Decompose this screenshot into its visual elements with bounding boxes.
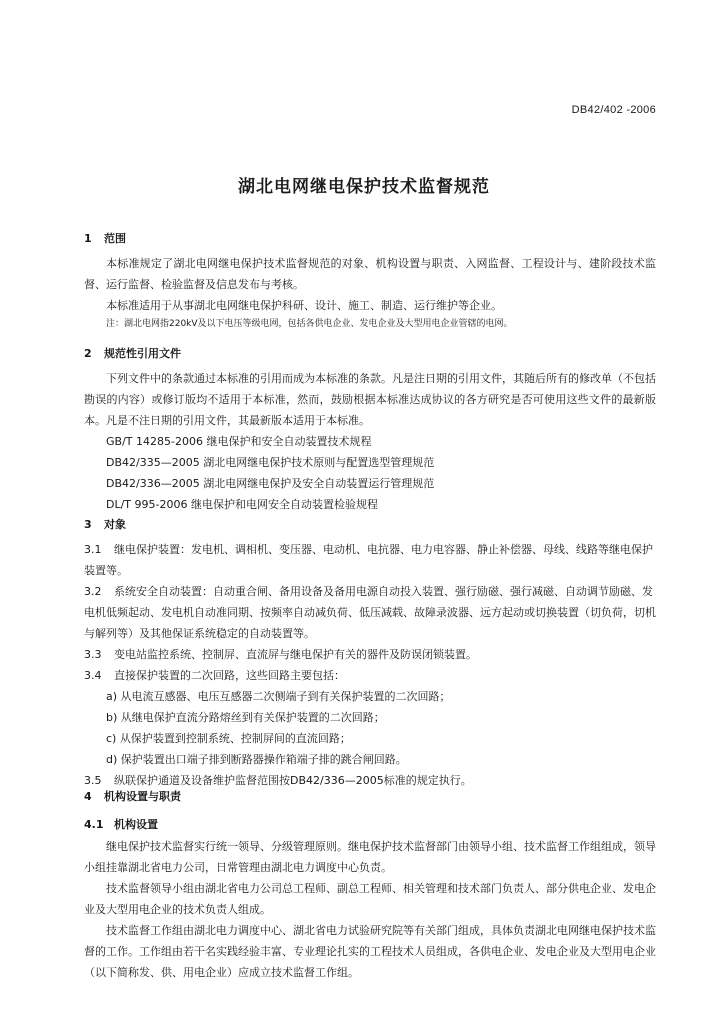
clause bbox=[84, 665, 656, 686]
section-title: 范围 bbox=[104, 232, 126, 245]
clause-text: 变电站监控系统、控制屏、直流屏与继电保护有关的器件及防误闭锁装置。 bbox=[114, 648, 477, 661]
reference-item: DB42/335—2005 湖北电网继电保护技术原则与配置选型管理规范 bbox=[106, 456, 435, 469]
section-4 bbox=[84, 788, 656, 983]
paragraph: 本标准规定了湖北电网继电保护技术监督规范的对象、机构设置与职责、入网监督、工程设计与、建阶段技术监督、运行监督、检验监督及信息发布与考核。 bbox=[84, 257, 656, 291]
doc-number: DB42/402 -2006 bbox=[571, 104, 656, 116]
clause bbox=[84, 539, 656, 581]
section-title: 机构设置与职责 bbox=[104, 790, 181, 803]
section-heading bbox=[84, 345, 656, 361]
section-title: 对象 bbox=[104, 518, 126, 531]
paragraph: 本标准适用于从事湖北电网继电保护科研、设计、施工、制造、运行维护等企业。 bbox=[106, 299, 502, 312]
section-heading bbox=[84, 516, 656, 532]
clause-text: 纵联保护通道及设备维护监督范围按DB42/336—2005标准的规定执行。 bbox=[114, 774, 472, 787]
clause-number: 3.5 bbox=[84, 774, 102, 787]
section-number: 3 bbox=[84, 518, 92, 531]
section-title: 规范性引用文件 bbox=[104, 347, 181, 360]
subsection-heading bbox=[84, 816, 656, 832]
reference-item: GB/T 14285-2006 继电保护和安全自动装置技术规程 bbox=[106, 435, 372, 448]
clause bbox=[84, 581, 656, 644]
clause-number: 3.1 bbox=[84, 543, 102, 556]
section-1 bbox=[84, 230, 656, 332]
section-heading bbox=[84, 230, 656, 246]
list-item: a) 从电流互感器、电压互感器二次侧端子到有关保护装置的二次回路； bbox=[106, 690, 451, 703]
reference-item: DL/T 995-2006 继电保护和电网安全自动装置检验规程 bbox=[106, 498, 378, 511]
clause-number: 3.4 bbox=[84, 669, 102, 682]
list-item: d) 保护装置出口端子排到断路器操作箱端子排的跳合闸回路。 bbox=[106, 753, 407, 766]
paragraph: 技术监督工作组由湖北电力调度中心、湖北省电力试验研究院等有关部门组成，具体负责湖北电网继电保护技术监督的工作。工作组由若干名实践经验丰富、专业理论扎实的工程技术人员组成，各供电企业、发电企业及大型用电企业（以下简称发、供、用电企业）应成立技术监督工作组。 bbox=[84, 924, 656, 979]
subsection-number: 4.1 bbox=[84, 818, 104, 831]
clause bbox=[84, 644, 656, 665]
list-item: b) 从继电保护直流分路熔丝到有关保护装置的二次回路； bbox=[106, 711, 385, 724]
section-3 bbox=[84, 516, 656, 791]
document-title: 湖北电网继电保护技术监督规范 bbox=[238, 177, 490, 197]
clause-text: 直接保护装置的二次回路，这些回路主要包括： bbox=[114, 669, 345, 682]
section-number: 4 bbox=[84, 790, 92, 803]
paragraph: 下列文件中的条款通过本标准的引用而成为本标准的条款。凡是注日期的引用文件，其随后所有的修改单（不包括勘误的内容）或修订版均不适用于本标准，然而，鼓励根据本标准达成协议的各方研究是否可使用这些文件的最新版本。凡是不注日期的引用文件，其最新版本适用于本标准。 bbox=[84, 372, 656, 427]
paragraph: 技术监督领导小组由湖北省电力公司总工程师、副总工程师、相关管理和技术部门负责人、部分供电企业、发电企业及大型用电企业的技术负责人组成。 bbox=[84, 882, 656, 916]
paragraph: 继电保护技术监督实行统一领导、分级管理原则。继电保护技术监督部门由领导小组、技术监督工作组组成，领导小组挂靠湖北省电力公司，日常管理由湖北电力调度中心负责。 bbox=[84, 840, 656, 874]
reference-item: DB42/336—2005 湖北电网继电保护及安全自动装置运行管理规范 bbox=[106, 477, 435, 490]
section-number: 2 bbox=[84, 347, 92, 360]
clause-text: 系统安全自动装置：自动重合闸、备用设备及备用电源自动投入装置、强行励磁、强行减磁、自动调节励磁、发电机低频起动、发电机自动准同期、按频率自动减负荷、低压减载、故障录波器、远方起动或切换装置（切负荷，切机与解列等）及其他保证系统稳定的自动装置等。 bbox=[84, 585, 656, 640]
list-item: c) 从保护装置到控制系统、控制屏间的直流回路； bbox=[106, 732, 351, 745]
note: 注：湖北电网指220kV及以下电压等级电网，包括各供电企业、发电企业及大型用电企业管辖的电网。 bbox=[106, 319, 513, 329]
clause-number: 3.2 bbox=[84, 585, 102, 598]
clause-text: 继电保护装置：发电机、调相机、变压器、电动机、电抗器、电力电容器、静止补偿器、母线、线路等继电保护装置等。 bbox=[84, 543, 653, 577]
subsection-title: 机构设置 bbox=[114, 818, 158, 831]
section-2 bbox=[84, 345, 656, 515]
clause-number: 3.3 bbox=[84, 648, 102, 661]
section-heading bbox=[84, 788, 656, 804]
section-number: 1 bbox=[84, 232, 92, 245]
